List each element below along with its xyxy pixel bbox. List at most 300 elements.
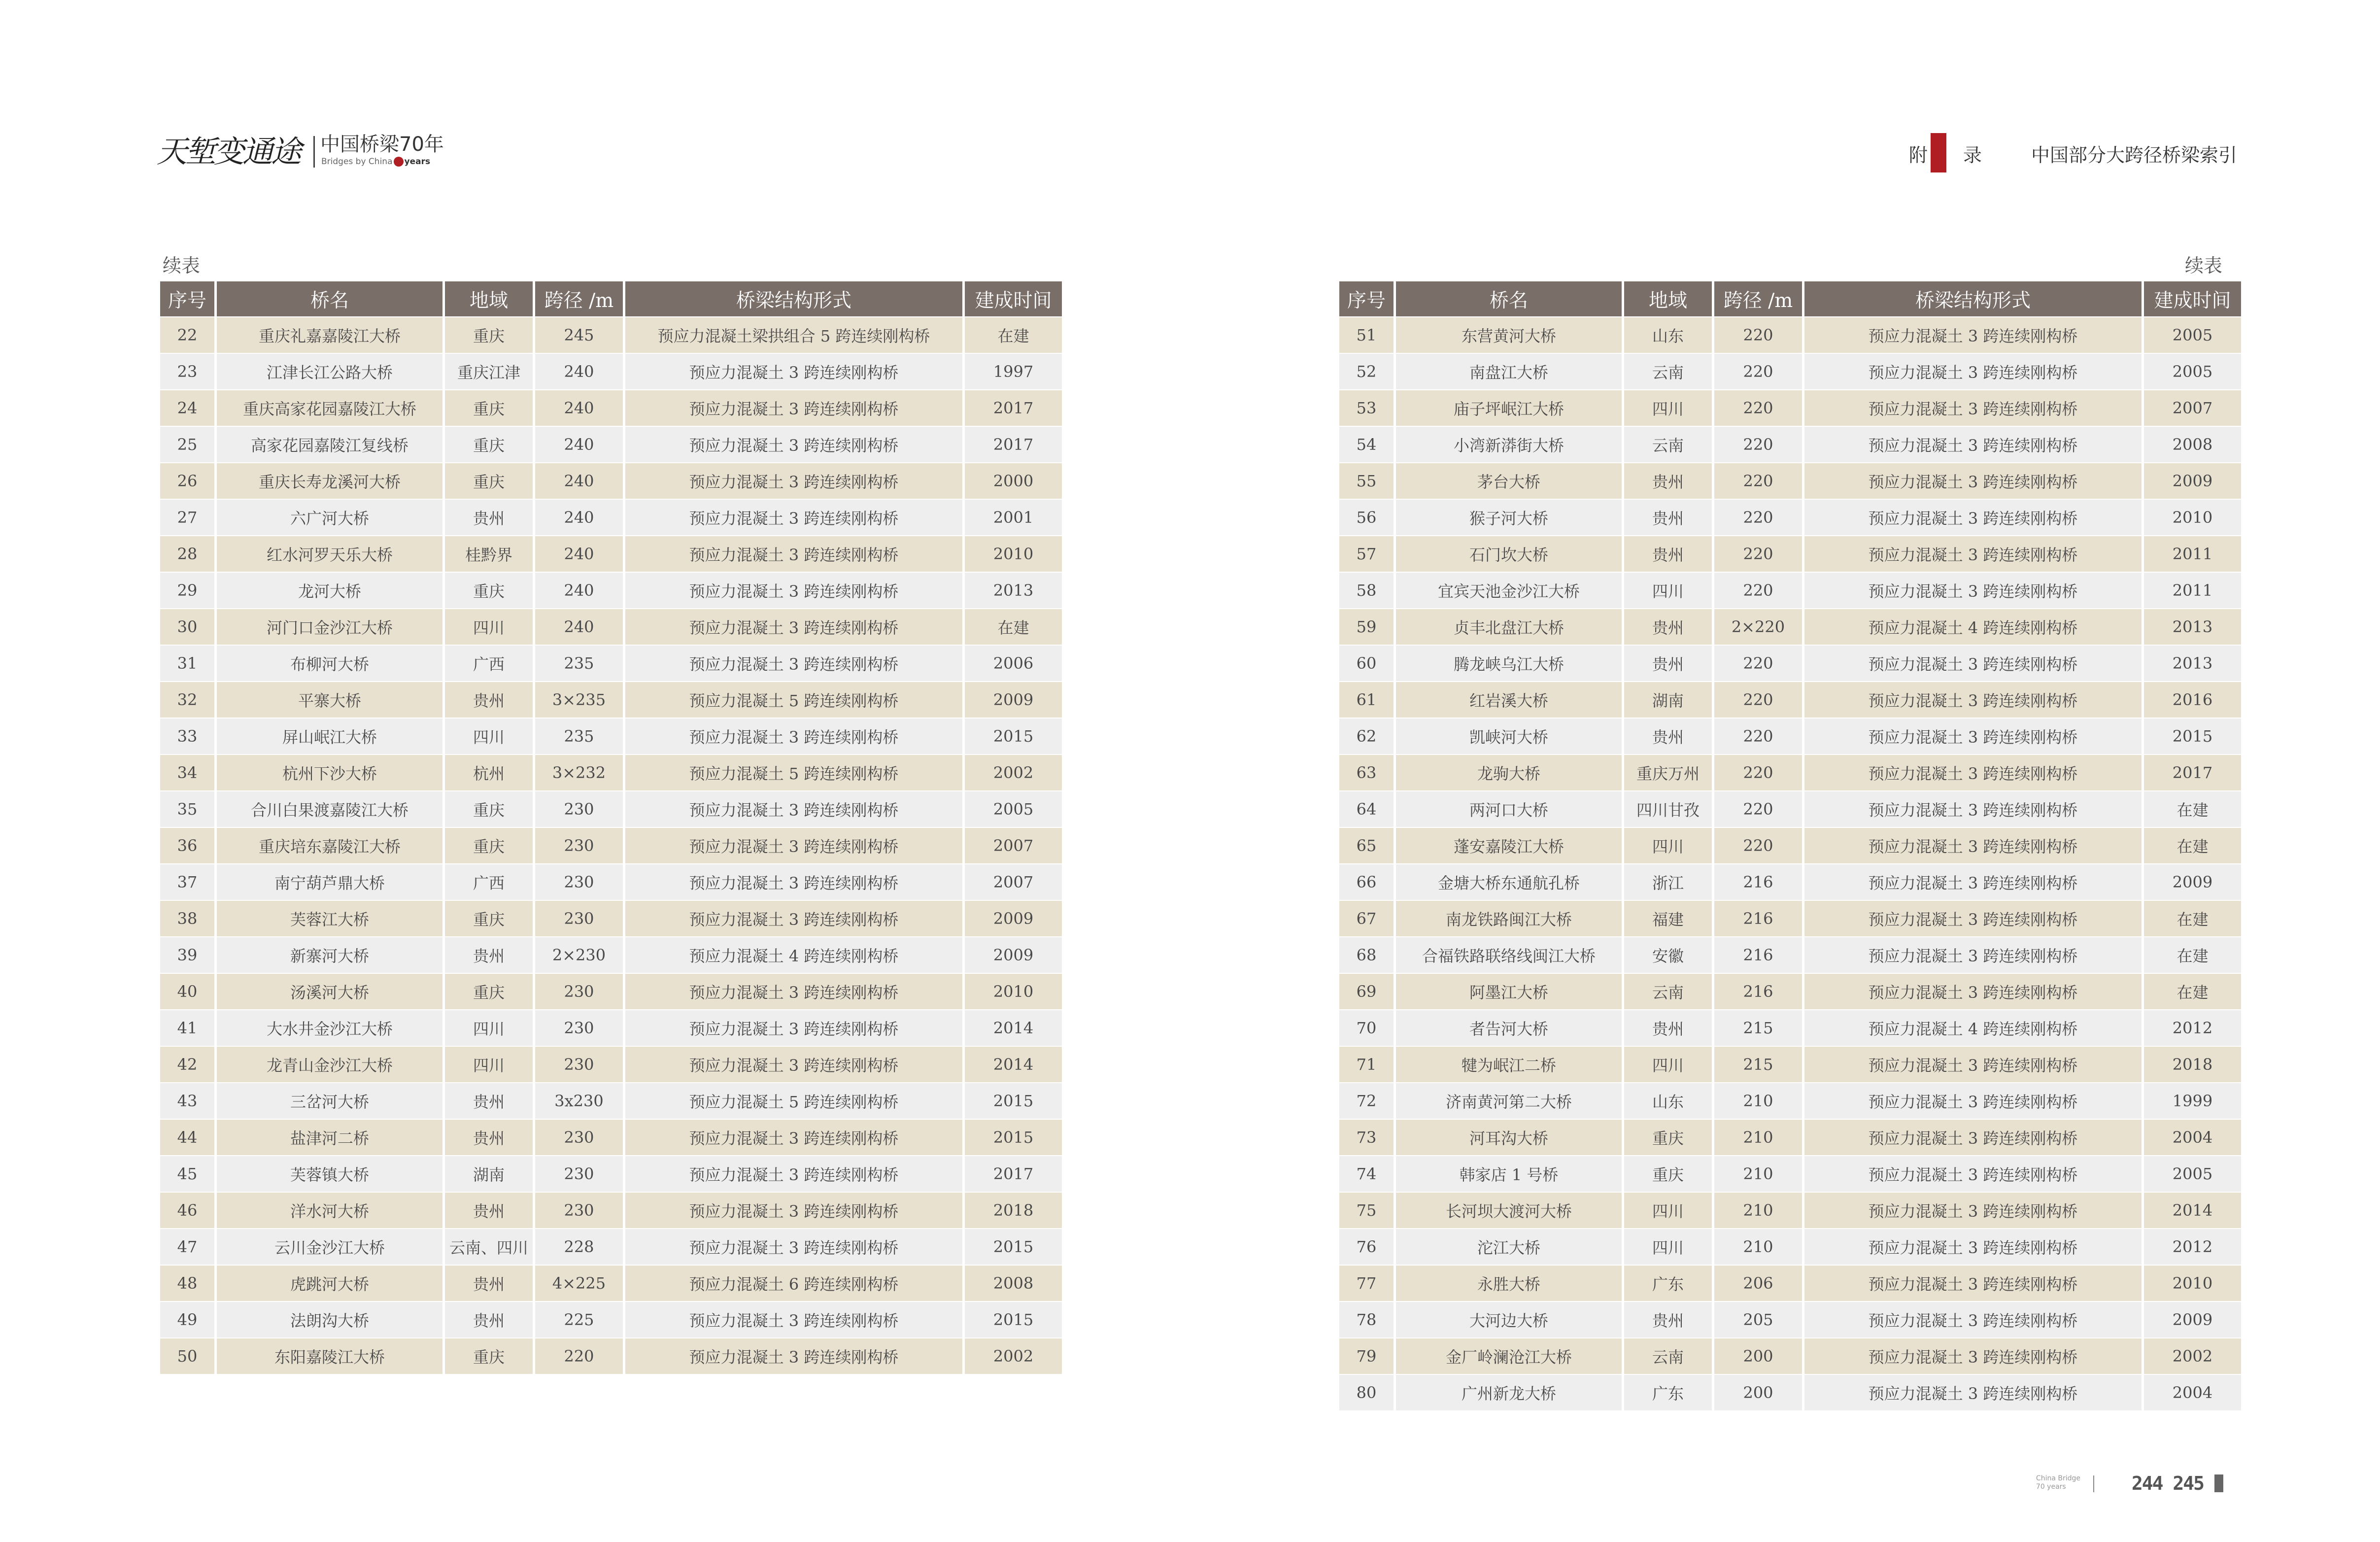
col-index: 72	[1339, 1083, 1394, 1119]
col-region: 安徽	[1624, 937, 1712, 973]
col-completed: 2014	[965, 1010, 1062, 1046]
table-row	[160, 682, 1062, 718]
table-header-row	[160, 281, 1062, 316]
col-completed: 2005	[2144, 354, 2241, 389]
col-structure: 预应力混凝土 3 跨连续刚构桥	[1804, 646, 2142, 681]
col-structure: 预应力混凝土 3 跨连续刚构桥	[1804, 937, 2142, 973]
col-structure: 预应力混凝土 3 跨连续刚构桥	[1804, 1083, 2142, 1119]
col-span: 230	[535, 1156, 623, 1192]
footer-divider	[2093, 1475, 2094, 1492]
col-completed: 2009	[965, 682, 1062, 718]
table-row	[160, 390, 1062, 426]
header-col-completed: 建成时间	[2144, 281, 2241, 316]
bridge-table-right	[1337, 280, 2244, 1411]
table-row	[160, 573, 1062, 608]
col-region: 贵州	[445, 1266, 533, 1301]
table-row	[1339, 427, 2241, 462]
col-region: 广西	[445, 864, 533, 900]
table-row	[1339, 974, 2241, 1009]
col-structure: 预应力混凝土 3 跨连续刚构桥	[1804, 317, 2142, 353]
table-row	[1339, 317, 2241, 353]
col-region: 四川	[445, 719, 533, 754]
col-index: 33	[160, 719, 214, 754]
col-bridge-name: 腾龙峡乌江大桥	[1396, 646, 1622, 681]
col-span: 210	[1714, 1229, 1802, 1265]
col-bridge-name: 犍为岷江二桥	[1396, 1047, 1622, 1082]
col-span: 240	[535, 390, 623, 426]
col-bridge-name: 韩家店 1 号桥	[1396, 1156, 1622, 1192]
col-index: 24	[160, 390, 214, 426]
col-region: 福建	[1624, 901, 1712, 936]
col-bridge-name: 重庆长寿龙溪河大桥	[217, 463, 442, 499]
col-region: 贵州	[1624, 536, 1712, 572]
col-span: 220	[1714, 463, 1802, 499]
col-completed: 2008	[965, 1266, 1062, 1301]
col-bridge-name: 虎跳河大桥	[217, 1266, 442, 1301]
col-structure: 预应力混凝土 3 跨连续刚构桥	[1804, 901, 2142, 936]
col-bridge-name: 南宁葫芦鼎大桥	[217, 864, 442, 900]
col-index: 62	[1339, 719, 1394, 754]
col-bridge-name: 重庆高家花园嘉陵江大桥	[217, 390, 442, 426]
col-bridge-name: 屏山岷江大桥	[217, 719, 442, 754]
col-span: 228	[535, 1229, 623, 1265]
table-row	[1339, 1229, 2241, 1265]
col-bridge-name: 江津长江公路大桥	[217, 354, 442, 389]
col-index: 41	[160, 1010, 214, 1046]
col-bridge-name: 凯峡河大桥	[1396, 719, 1622, 754]
col-index: 57	[1339, 536, 1394, 572]
col-span: 230	[535, 1010, 623, 1046]
header-col-span: 跨径 /m	[1714, 281, 1802, 316]
col-span: 230	[535, 1047, 623, 1082]
col-structure: 预应力混凝土 3 跨连续刚构桥	[625, 573, 962, 608]
col-structure: 预应力混凝土 5 跨连续刚构桥	[625, 755, 962, 790]
col-region: 四川	[445, 1010, 533, 1046]
col-structure: 预应力混凝土 3 跨连续刚构桥	[1804, 500, 2142, 535]
col-region: 四川	[1624, 1229, 1712, 1265]
col-completed: 2017	[965, 1156, 1062, 1192]
col-span: 220	[1714, 791, 1802, 827]
col-structure: 预应力混凝土 3 跨连续刚构桥	[625, 536, 962, 572]
col-completed: 2014	[965, 1047, 1062, 1082]
col-structure: 预应力混凝土梁拱组合 5 跨连续刚构桥	[625, 317, 962, 353]
table-row	[160, 1302, 1062, 1337]
col-index: 55	[1339, 463, 1394, 499]
col-region: 云南、四川	[445, 1229, 533, 1265]
col-span: 220	[535, 1338, 623, 1374]
col-structure: 预应力混凝土 3 跨连续刚构桥	[1804, 1375, 2142, 1410]
col-structure: 预应力混凝土 3 跨连续刚构桥	[1804, 463, 2142, 499]
col-index: 22	[160, 317, 214, 353]
col-bridge-name: 南盘江大桥	[1396, 354, 1622, 389]
col-region: 云南	[1624, 427, 1712, 462]
col-completed: 2013	[2144, 609, 2241, 645]
table-row	[160, 791, 1062, 827]
table-row	[160, 317, 1062, 353]
col-region: 四川	[1624, 390, 1712, 426]
appendix-title: 中国部分大跨径桥梁索引	[2031, 144, 2237, 166]
col-region: 重庆	[445, 390, 533, 426]
col-span: 216	[1714, 864, 1802, 900]
col-region: 重庆	[445, 573, 533, 608]
col-span: 220	[1714, 427, 1802, 462]
col-bridge-name: 茅台大桥	[1396, 463, 1622, 499]
col-completed: 2011	[2144, 573, 2241, 608]
col-index: 46	[160, 1193, 214, 1228]
table-row	[1339, 354, 2241, 389]
col-index: 23	[160, 354, 214, 389]
col-structure: 预应力混凝土 4 跨连续刚构桥	[1804, 1010, 2142, 1046]
col-structure: 预应力混凝土 3 跨连续刚构桥	[1804, 791, 2142, 827]
table-row	[1339, 791, 2241, 827]
table-row	[160, 1047, 1062, 1082]
col-structure: 预应力混凝土 3 跨连续刚构桥	[1804, 864, 2142, 900]
header-col-region: 地域	[445, 281, 533, 316]
col-index: 51	[1339, 317, 1394, 353]
col-completed: 在建	[965, 317, 1062, 353]
col-region: 重庆	[445, 1338, 533, 1374]
col-structure: 预应力混凝土 3 跨连续刚构桥	[625, 974, 962, 1009]
col-bridge-name: 河耳沟大桥	[1396, 1120, 1622, 1155]
col-span: 215	[1714, 1010, 1802, 1046]
col-region: 四川	[1624, 1193, 1712, 1228]
col-region: 贵州	[445, 1193, 533, 1228]
col-structure: 预应力混凝土 4 跨连续刚构桥	[1804, 609, 2142, 645]
col-index: 54	[1339, 427, 1394, 462]
col-span: 220	[1714, 317, 1802, 353]
col-region: 四川	[1624, 1047, 1712, 1082]
col-span: 200	[1714, 1338, 1802, 1374]
col-completed: 2010	[2144, 1266, 2241, 1301]
col-bridge-name: 蓬安嘉陵江大桥	[1396, 828, 1622, 863]
col-span: 3×232	[535, 755, 623, 790]
header-col-span: 跨径 /m	[535, 281, 623, 316]
col-region: 四川	[445, 1047, 533, 1082]
col-completed: 2018	[965, 1193, 1062, 1228]
col-index: 78	[1339, 1302, 1394, 1337]
col-span: 210	[1714, 1083, 1802, 1119]
col-region: 重庆	[445, 974, 533, 1009]
col-completed: 2012	[2144, 1229, 2241, 1265]
col-span: 220	[1714, 828, 1802, 863]
table-row	[1339, 937, 2241, 973]
table-row	[160, 755, 1062, 790]
table-row	[1339, 1083, 2241, 1119]
table-row	[1339, 755, 2241, 790]
col-index: 61	[1339, 682, 1394, 718]
col-index: 65	[1339, 828, 1394, 863]
col-bridge-name: 合川白果渡嘉陵江大桥	[217, 791, 442, 827]
table-row	[160, 1010, 1062, 1046]
col-completed: 2015	[2144, 719, 2241, 754]
col-index: 75	[1339, 1193, 1394, 1228]
col-structure: 预应力混凝土 3 跨连续刚构桥	[625, 646, 962, 681]
table-row	[1339, 609, 2241, 645]
col-bridge-name: 盐津河二桥	[217, 1120, 442, 1155]
table-row	[160, 354, 1062, 389]
col-index: 35	[160, 791, 214, 827]
col-completed: 2009	[965, 901, 1062, 936]
col-index: 79	[1339, 1338, 1394, 1374]
col-span: 3x230	[535, 1083, 623, 1119]
col-region: 广东	[1624, 1266, 1712, 1301]
table-row	[1339, 500, 2241, 535]
continued-label-left: 续表	[163, 255, 201, 276]
col-region: 四川	[1624, 828, 1712, 863]
col-region: 重庆	[1624, 1156, 1712, 1192]
col-completed: 2017	[965, 427, 1062, 462]
col-region: 贵州	[1624, 463, 1712, 499]
col-structure: 预应力混凝土 4 跨连续刚构桥	[625, 937, 962, 973]
col-index: 40	[160, 974, 214, 1009]
col-span: 230	[535, 1120, 623, 1155]
col-index: 30	[160, 609, 214, 645]
col-completed: 2002	[965, 755, 1062, 790]
col-region: 贵州	[445, 937, 533, 973]
col-span: 230	[535, 1193, 623, 1228]
table-row	[160, 974, 1062, 1009]
col-bridge-name: 洋水河大桥	[217, 1193, 442, 1228]
col-structure: 预应力混凝土 3 跨连续刚构桥	[625, 828, 962, 863]
col-structure: 预应力混凝土 3 跨连续刚构桥	[625, 719, 962, 754]
table-row	[1339, 1266, 2241, 1301]
col-bridge-name: 金厂岭澜沧江大桥	[1396, 1338, 1622, 1374]
col-completed: 2000	[965, 463, 1062, 499]
table-row	[160, 901, 1062, 936]
col-structure: 预应力混凝土 3 跨连续刚构桥	[1804, 1266, 2142, 1301]
col-span: 245	[535, 317, 623, 353]
col-completed: 2004	[2144, 1375, 2241, 1410]
book-title-en-prefix: Bridges by China	[321, 157, 393, 167]
col-index: 26	[160, 463, 214, 499]
col-span: 216	[1714, 974, 1802, 1009]
table-row	[1339, 646, 2241, 681]
col-index: 80	[1339, 1375, 1394, 1410]
header-col-structure: 桥梁结构形式	[1804, 281, 2142, 316]
col-bridge-name: 高家花园嘉陵江复线桥	[217, 427, 442, 462]
col-span: 210	[1714, 1120, 1802, 1155]
footer-brand	[2036, 1474, 2080, 1491]
col-completed: 2013	[2144, 646, 2241, 681]
col-structure: 预应力混凝土 3 跨连续刚构桥	[625, 1047, 962, 1082]
col-index: 56	[1339, 500, 1394, 535]
col-bridge-name: 永胜大桥	[1396, 1266, 1622, 1301]
col-completed: 2002	[2144, 1338, 2241, 1374]
table-header-row	[1339, 281, 2241, 316]
col-bridge-name: 芙蓉镇大桥	[217, 1156, 442, 1192]
col-structure: 预应力混凝土 3 跨连续刚构桥	[1804, 427, 2142, 462]
col-region: 桂黔界	[445, 536, 533, 572]
col-completed: 2015	[965, 1302, 1062, 1337]
col-completed: 2007	[965, 864, 1062, 900]
col-index: 37	[160, 864, 214, 900]
col-region: 贵州	[1624, 1302, 1712, 1337]
table-row	[160, 828, 1062, 863]
table-row	[160, 1083, 1062, 1119]
col-completed: 2018	[2144, 1047, 2241, 1082]
col-bridge-name: 南龙铁路闽江大桥	[1396, 901, 1622, 936]
col-index: 76	[1339, 1229, 1394, 1265]
col-region: 重庆	[445, 427, 533, 462]
col-bridge-name: 长河坝大渡河大桥	[1396, 1193, 1622, 1228]
col-span: 200	[1714, 1375, 1802, 1410]
continued-label-right: 续表	[2184, 255, 2222, 276]
table-row	[1339, 828, 2241, 863]
col-bridge-name: 重庆培东嘉陵江大桥	[217, 828, 442, 863]
col-structure: 预应力混凝土 3 跨连续刚构桥	[625, 901, 962, 936]
col-span: 240	[535, 427, 623, 462]
table-row	[1339, 682, 2241, 718]
col-bridge-name: 龙河大桥	[217, 573, 442, 608]
col-region: 贵州	[445, 1083, 533, 1119]
col-span: 230	[535, 791, 623, 827]
col-span: 235	[535, 646, 623, 681]
col-span: 220	[1714, 536, 1802, 572]
col-span: 2×220	[1714, 609, 1802, 645]
col-bridge-name: 东营黄河大桥	[1396, 317, 1622, 353]
col-completed: 在建	[965, 609, 1062, 645]
seventy-badge-icon	[394, 157, 404, 167]
table-row	[160, 463, 1062, 499]
col-completed: 2010	[965, 536, 1062, 572]
bridge-table-left	[158, 280, 1064, 1375]
col-region: 重庆	[445, 463, 533, 499]
col-completed: 2005	[965, 791, 1062, 827]
col-region: 贵州	[1624, 500, 1712, 535]
col-index: 53	[1339, 390, 1394, 426]
col-index: 50	[160, 1338, 214, 1374]
col-structure: 预应力混凝土 3 跨连续刚构桥	[1804, 390, 2142, 426]
col-completed: 2014	[2144, 1193, 2241, 1228]
col-index: 71	[1339, 1047, 1394, 1082]
col-region: 广东	[1624, 1375, 1712, 1410]
col-region: 重庆	[1624, 1120, 1712, 1155]
col-index: 66	[1339, 864, 1394, 900]
col-completed: 1999	[2144, 1083, 2241, 1119]
col-completed: 2005	[2144, 1156, 2241, 1192]
col-span: 2×230	[535, 937, 623, 973]
col-completed: 2002	[965, 1338, 1062, 1374]
col-completed: 在建	[2144, 974, 2241, 1009]
col-index: 49	[160, 1302, 214, 1337]
table-body-right	[1339, 317, 2241, 1410]
table-row	[1339, 1302, 2241, 1337]
col-index: 31	[160, 646, 214, 681]
header-col-bridge-name: 桥名	[1396, 281, 1622, 316]
col-span: 210	[1714, 1156, 1802, 1192]
col-span: 220	[1714, 573, 1802, 608]
col-structure: 预应力混凝土 3 跨连续刚构桥	[1804, 1193, 2142, 1228]
col-region: 重庆	[445, 828, 533, 863]
table-row	[160, 1338, 1062, 1374]
col-bridge-name: 合福铁路联络线闽江大桥	[1396, 937, 1622, 973]
col-region: 浙江	[1624, 864, 1712, 900]
book-title-en-suffix: years	[404, 157, 431, 167]
col-completed: 2007	[965, 828, 1062, 863]
col-completed: 2017	[2144, 755, 2241, 790]
col-completed: 在建	[2144, 901, 2241, 936]
col-bridge-name: 沱江大桥	[1396, 1229, 1622, 1265]
col-completed: 2010	[965, 974, 1062, 1009]
col-index: 74	[1339, 1156, 1394, 1192]
col-bridge-name: 金塘大桥东通航孔桥	[1396, 864, 1622, 900]
calligraphy-title: 天堑变通途	[157, 134, 300, 170]
header-col-structure: 桥梁结构形式	[625, 281, 962, 316]
col-structure: 预应力混凝土 3 跨连续刚构桥	[625, 609, 962, 645]
col-span: 215	[1714, 1047, 1802, 1082]
col-bridge-name: 广州新龙大桥	[1396, 1375, 1622, 1410]
table-row	[160, 864, 1062, 900]
col-bridge-name: 济南黄河第二大桥	[1396, 1083, 1622, 1119]
header-col-index: 序号	[160, 281, 214, 316]
col-bridge-name: 芙蓉江大桥	[217, 901, 442, 936]
col-index: 45	[160, 1156, 214, 1192]
col-structure: 预应力混凝土 3 跨连续刚构桥	[625, 500, 962, 535]
col-bridge-name: 重庆礼嘉嘉陵江大桥	[217, 317, 442, 353]
col-span: 225	[535, 1302, 623, 1337]
col-bridge-name: 布柳河大桥	[217, 646, 442, 681]
col-index: 32	[160, 682, 214, 718]
col-completed: 2008	[2144, 427, 2241, 462]
col-bridge-name: 汤溪河大桥	[217, 974, 442, 1009]
col-structure: 预应力混凝土 3 跨连续刚构桥	[625, 1010, 962, 1046]
col-index: 59	[1339, 609, 1394, 645]
col-completed: 2006	[965, 646, 1062, 681]
col-completed: 2012	[2144, 1010, 2241, 1046]
col-structure: 预应力混凝土 3 跨连续刚构桥	[1804, 719, 2142, 754]
col-region: 贵州	[445, 1302, 533, 1337]
col-completed: 2009	[965, 937, 1062, 973]
table-row	[1339, 1047, 2241, 1082]
col-span: 210	[1714, 1193, 1802, 1228]
col-completed: 2017	[965, 390, 1062, 426]
col-index: 68	[1339, 937, 1394, 973]
col-structure: 预应力混凝土 3 跨连续刚构桥	[625, 390, 962, 426]
col-index: 44	[160, 1120, 214, 1155]
col-index: 60	[1339, 646, 1394, 681]
col-region: 贵州	[445, 1120, 533, 1155]
col-span: 220	[1714, 354, 1802, 389]
col-completed: 2015	[965, 719, 1062, 754]
col-structure: 预应力混凝土 3 跨连续刚构桥	[1804, 974, 2142, 1009]
col-region: 山东	[1624, 317, 1712, 353]
col-span: 206	[1714, 1266, 1802, 1301]
col-span: 240	[535, 609, 623, 645]
book-title-en	[321, 157, 430, 167]
col-span: 216	[1714, 937, 1802, 973]
col-index: 47	[160, 1229, 214, 1265]
col-span: 230	[535, 901, 623, 936]
col-span: 216	[1714, 901, 1802, 936]
col-bridge-name: 新寨河大桥	[217, 937, 442, 973]
col-span: 4×225	[535, 1266, 623, 1301]
col-bridge-name: 法朗沟大桥	[217, 1302, 442, 1337]
col-bridge-name: 大河边大桥	[1396, 1302, 1622, 1337]
col-index: 29	[160, 573, 214, 608]
col-index: 34	[160, 755, 214, 790]
brand-divider	[313, 136, 315, 168]
col-completed: 2004	[2144, 1120, 2241, 1155]
col-structure: 预应力混凝土 3 跨连续刚构桥	[625, 864, 962, 900]
col-index: 73	[1339, 1120, 1394, 1155]
col-span: 220	[1714, 646, 1802, 681]
col-span: 240	[535, 573, 623, 608]
table-row	[160, 1120, 1062, 1155]
col-index: 77	[1339, 1266, 1394, 1301]
col-completed: 2007	[2144, 390, 2241, 426]
col-bridge-name: 猴子河大桥	[1396, 500, 1622, 535]
col-index: 63	[1339, 755, 1394, 790]
